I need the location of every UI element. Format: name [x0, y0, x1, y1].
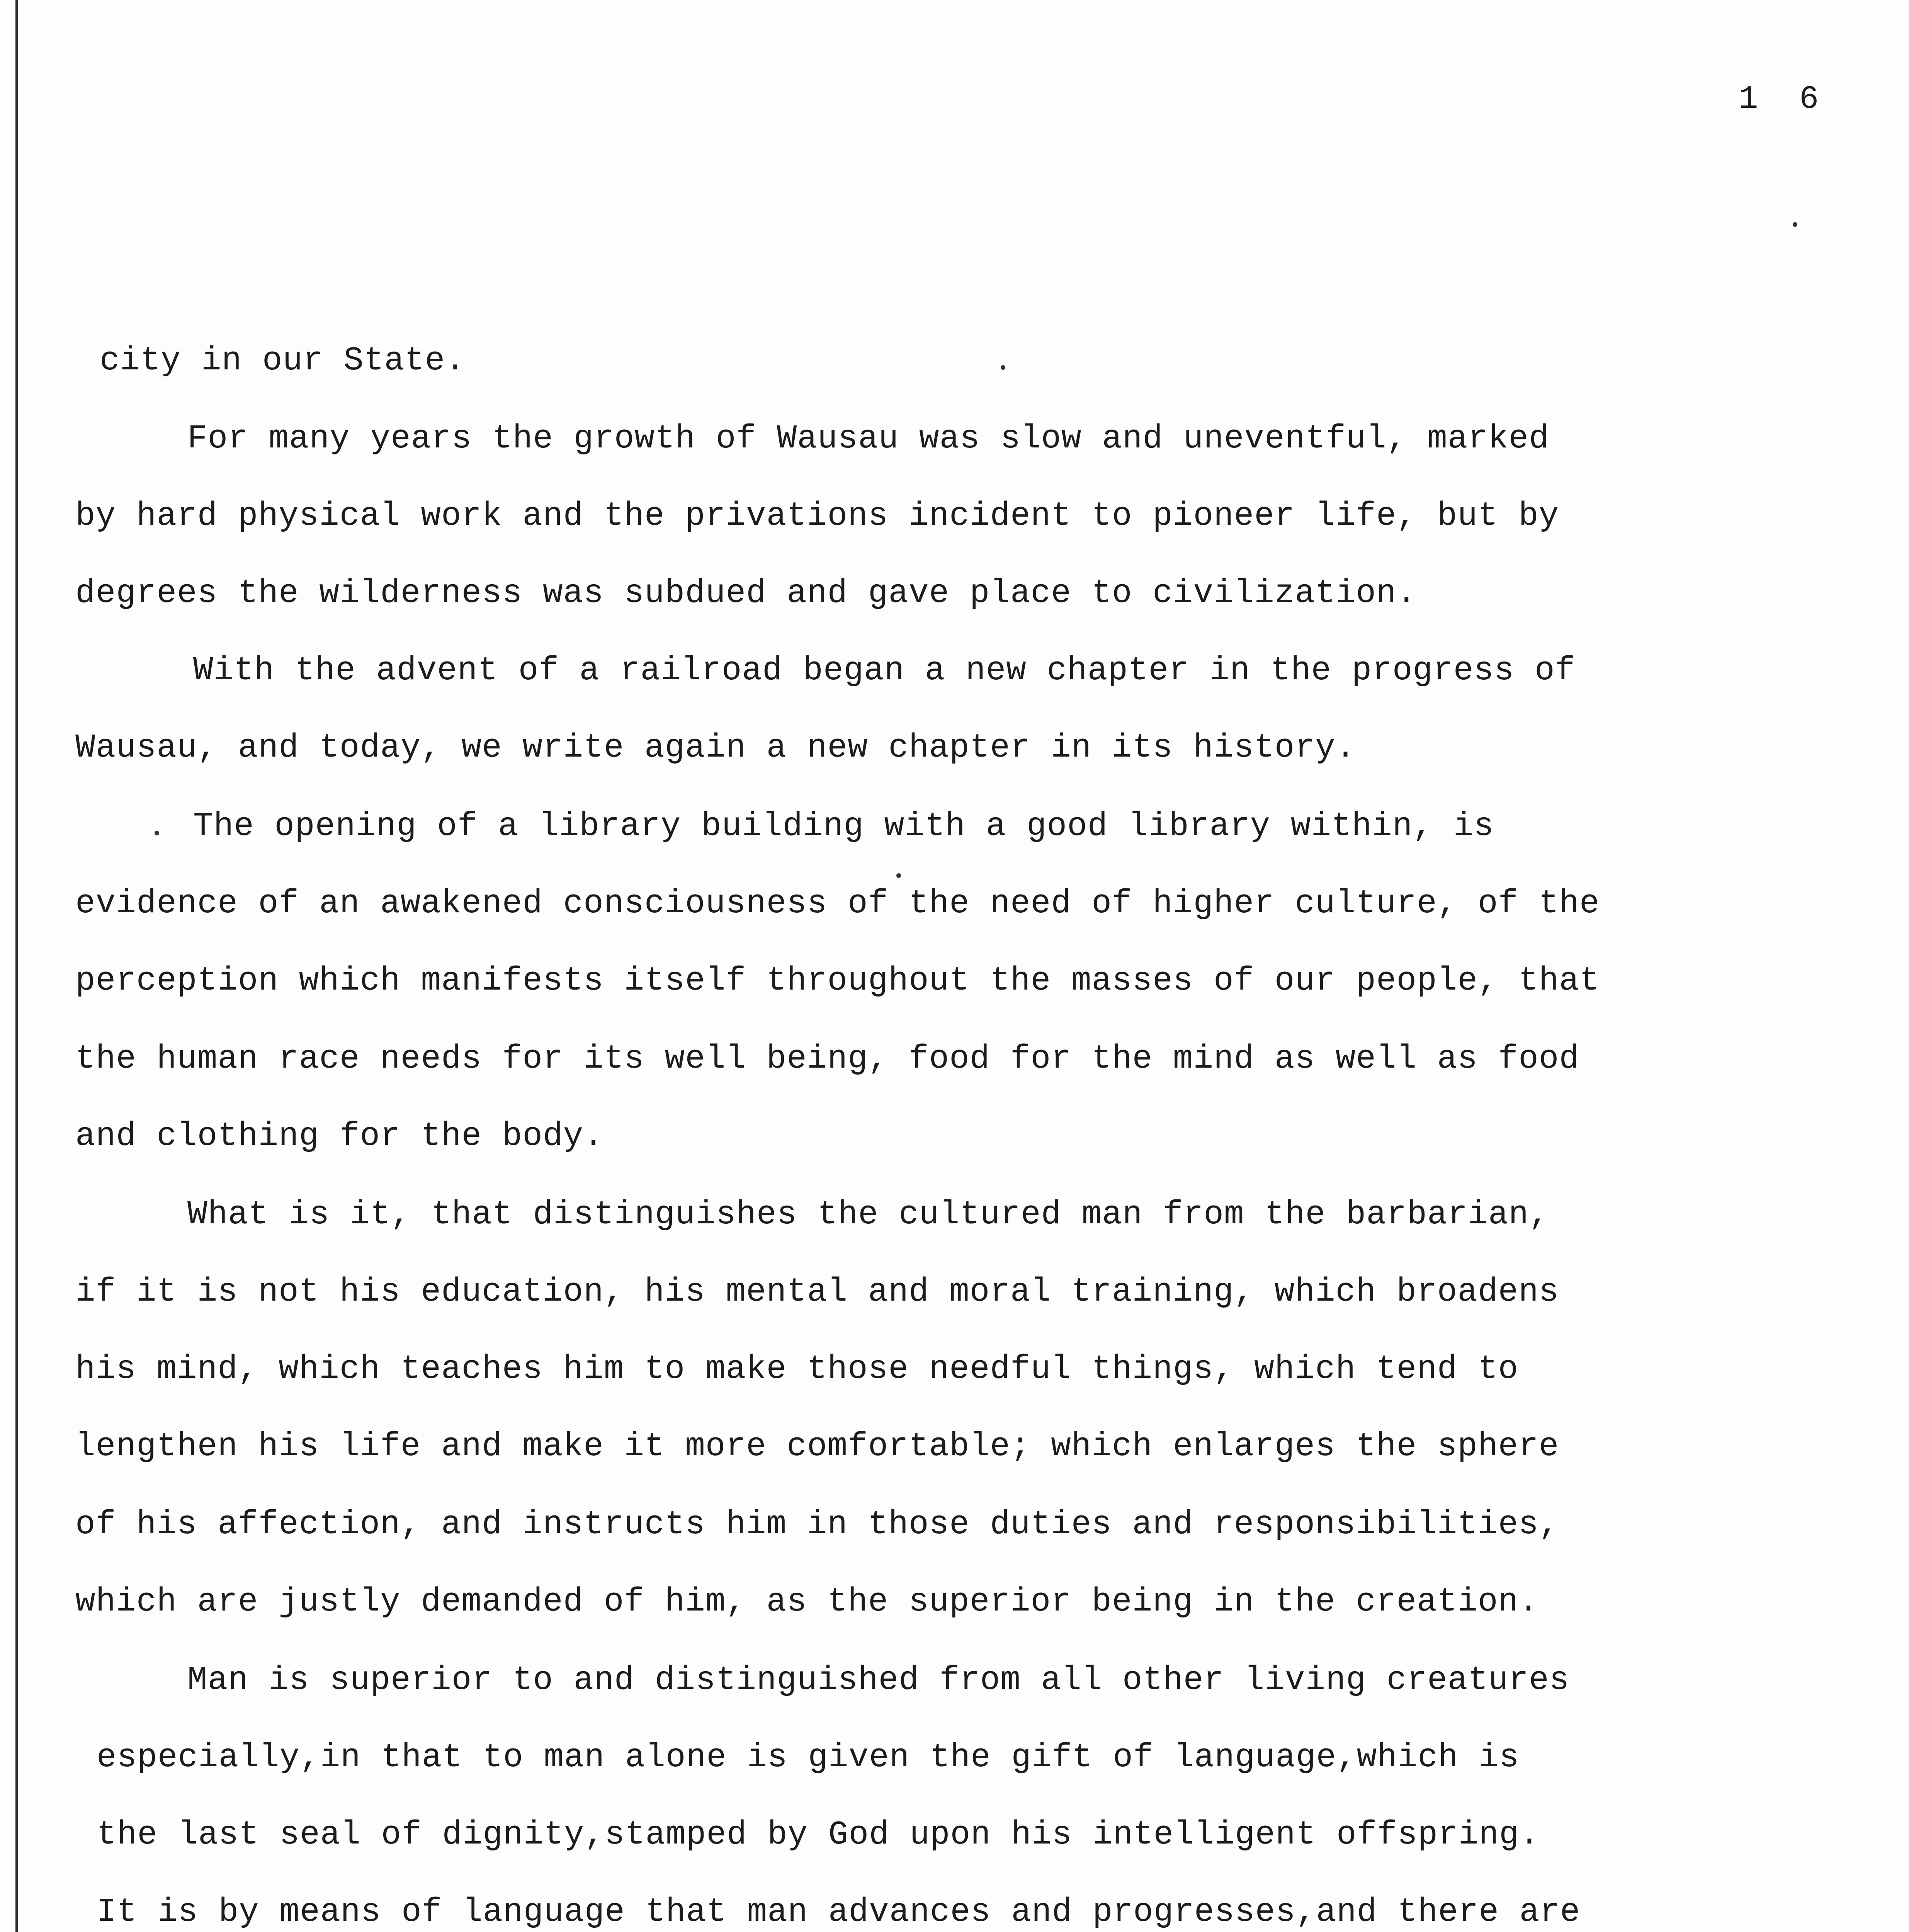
left-margin-rule [15, 0, 18, 1932]
text-line: It is by means of language that man advances and progresses,and there are [97, 1893, 1581, 1931]
text-line: For many years the growth of Wausau was slow and uneventful, marked [187, 420, 1549, 457]
text-line: Man is superior to and distinguished from all other living creatures [187, 1661, 1570, 1699]
ink-speck [155, 831, 159, 835]
ink-speck [1001, 365, 1005, 370]
ink-speck [896, 873, 901, 878]
text-line: What is it, that distinguishes the cultured man from the barbarian, [187, 1196, 1549, 1233]
text-line: With the advent of a railroad began a new chapter in the progress of [193, 651, 1576, 689]
text-line: The opening of a library building with a good library within, is [193, 807, 1494, 845]
text-line: the human race needs for its well being, food for the mind as well as food [75, 1040, 1580, 1078]
text-line: evidence of an awakened consciousness of the need of higher culture, of the [75, 884, 1600, 922]
text-line: the last seal of dignity,stamped by God upon his intelligent offspring. [97, 1816, 1540, 1854]
text-line: Wausau, and today, we write again a new chapter in its history. [75, 729, 1356, 767]
page-number: 1 6 [1739, 81, 1830, 118]
text-line: his mind, which teaches him to make those needful things, which tend to [75, 1350, 1519, 1388]
text-line: city in our State. [100, 342, 466, 379]
text-line: by hard physical work and the privations incident to pioneer life, but by [75, 497, 1559, 535]
text-line: degrees the wilderness was subdued and gave place to civilization. [75, 574, 1417, 612]
text-line: lengthen his life and make it more comfortable; which enlarges the sphere [75, 1427, 1559, 1465]
text-line: especially,in that to man alone is given the gift of language,which is [97, 1738, 1520, 1776]
text-line: of his affection, and instructs him in those duties and responsibilities, [75, 1505, 1559, 1543]
ink-speck [1793, 222, 1797, 227]
text-line: and clothing for the body. [75, 1117, 604, 1155]
text-line: if it is not his education, his mental and moral training, which broadens [75, 1273, 1559, 1311]
text-line: perception which manifests itself throughout the masses of our people, that [75, 962, 1600, 1000]
text-line: which are justly demanded of him, as the superior being in the creation. [75, 1583, 1539, 1621]
